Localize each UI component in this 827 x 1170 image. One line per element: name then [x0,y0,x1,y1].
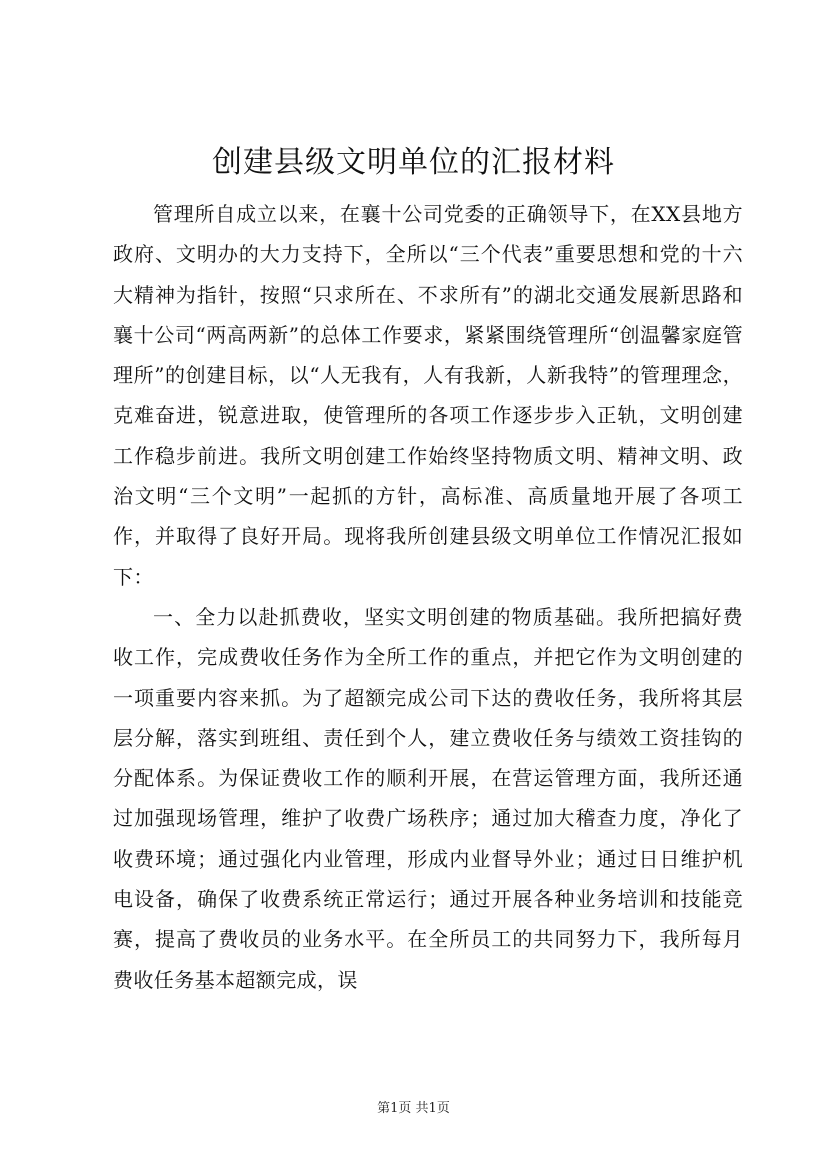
document-title: 创建县级文明单位的汇报材料 [212,145,615,180]
document-body [113,194,743,1000]
page-footer: 第1页 共1页 [377,1101,450,1116]
paragraph-section-one: 一、全力以赴抓费收，坚实文明创建的物质基础。我所把搞好费收工作，完成费收任务作为全所工作的重点，并把它作为文明创建的一项重要内容来抓。为了超额完成公司下达的费收任务，我所将其层层分解，落实到班组、责任到个人，建立费收任务与绩效工资挂钩的分配体系。为保证费收工作的顺利开展，在营运管理方面，我所还通过加强现场管理，维护了收费广场秩序；通过加大稽查力度，净化了收费环境；通过强化内业管理，形成内业督导外业；通过日日维护机电设备，确保了收费系统正常运行；通过开展各种业务培训和技能竞赛，提高了费收员的业务水平。在全所员工的共同努力下，我所每月费收任务基本超额完成，误 [113,604,743,992]
paragraph-intro: 管理所自成立以来，在襄十公司党委的正确领导下，在XX县地方政府、文明办的大力支持下，全所以“三个代表”重要思想和党的十六大精神为指针，按照“只求所在、不求所有”的湖北交通发展新思路和襄十公司“两高两新”的总体工作要求，紧紧围绕管理所“创温馨家庭管理所”的创建目标，以“人无我有，人有我新，人新我特”的管理理念，克难奋进，锐意进取，使管理所的各项工作逐步步入正轨，文明创建工作稳步前进。我所文明创建工作始终坚持物质文明、精神文明、政治文明“三个文明”一起抓的方针，高标准、高质量地开展了各项工作，并取得了良好开局。现将我所创建县级文明单位工作情况汇报如下： [113,202,743,589]
